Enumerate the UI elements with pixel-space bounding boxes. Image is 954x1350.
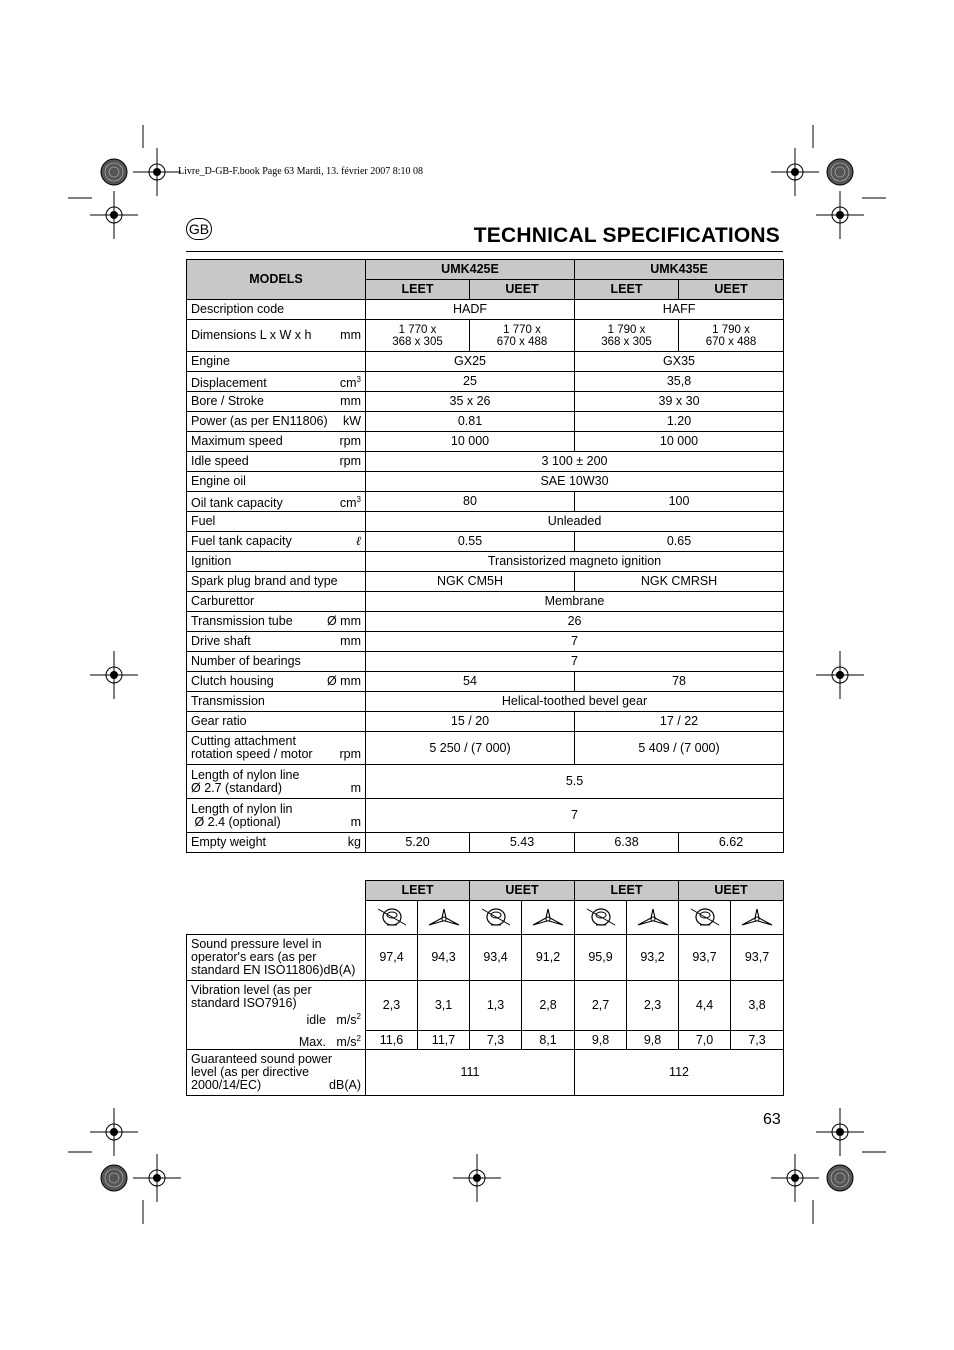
cell-value: 3,8: [731, 981, 784, 1031]
row-unit: mm: [340, 634, 361, 648]
blade-icon: [526, 905, 570, 931]
cell-value: 368 x 305: [392, 335, 443, 348]
table-row: [187, 512, 784, 532]
cell-value: 1.20: [575, 412, 784, 432]
cell-value: 95,9: [575, 935, 627, 981]
table-row: [187, 432, 784, 452]
row-label: Clutch housing: [191, 674, 274, 688]
cell-value: 7: [366, 652, 784, 672]
cell-value: 2,7: [575, 981, 627, 1031]
row-label: Spark plug brand and type: [187, 572, 366, 592]
row-unit: m/s: [336, 1035, 357, 1050]
cell-value: 11,7: [418, 1030, 470, 1050]
cell-value: 78: [575, 672, 784, 692]
trimmer-head-icon: [474, 905, 517, 931]
cell-value: 368 x 305: [601, 335, 652, 348]
sound-vibration-table: [186, 880, 784, 1096]
models-header: MODELS: [187, 260, 366, 300]
row-label: Power (as per EN11806): [191, 414, 328, 428]
cell-value: 93,2: [627, 935, 679, 981]
row-unit: m: [350, 814, 361, 829]
row-unit: rpm: [339, 434, 361, 448]
cell-value: 80: [366, 492, 575, 512]
table-row: [187, 1050, 784, 1096]
cell-value: Membrane: [366, 592, 784, 612]
unit-exponent: 2: [356, 1034, 361, 1044]
table-row: [187, 981, 784, 1031]
blade-icon: [422, 905, 465, 931]
cell-value: 1 790 x: [712, 323, 750, 336]
variant-header: LEET: [366, 881, 470, 901]
row-label: level (as per directive: [191, 1065, 310, 1080]
row-label: standard EN ISO11806)dB(A): [191, 963, 356, 977]
row-label: Dimensions L x W x h: [191, 328, 312, 342]
table-row: [187, 372, 784, 392]
cell-value: 5.20: [366, 833, 470, 853]
cell-value: 10 000: [366, 432, 575, 452]
cell-value: 5.43: [470, 833, 575, 853]
cell-value: 94,3: [418, 935, 470, 981]
cell-value: 100: [575, 492, 784, 512]
row-label: 2000/14/EC): [191, 1078, 262, 1093]
cell-value: 112: [575, 1050, 784, 1096]
cell-value: GX25: [366, 352, 575, 372]
cell-value: 670 x 488: [496, 335, 548, 348]
row-unit: Ø mm: [326, 674, 361, 688]
row-unit: m: [350, 780, 361, 795]
cell-value: 7,0: [679, 1030, 731, 1050]
table-row: [187, 672, 784, 692]
row-unit: rpm: [339, 747, 361, 761]
cell-value: 91,2: [522, 935, 575, 981]
variant-header: UEET: [679, 280, 784, 300]
row-unit: rpm: [339, 454, 361, 468]
table-row: [187, 632, 784, 652]
table-row: [187, 532, 784, 552]
trimmer-head-icon: [683, 905, 726, 931]
cell-value: 10 000: [575, 432, 784, 452]
row-label: Guaranteed sound power: [191, 1052, 333, 1067]
table-row: [187, 692, 784, 712]
page-number: 63: [763, 1111, 781, 1128]
table-row: [187, 652, 784, 672]
row-unit: Ø mm: [326, 614, 361, 628]
cell-value: 0.65: [575, 532, 784, 552]
cell-value: 97,4: [366, 935, 418, 981]
row-unit: ℓ: [355, 534, 361, 548]
table-row: [187, 320, 784, 352]
row-label: Bore / Stroke: [191, 394, 264, 408]
cell-value: 1 770 x: [503, 323, 541, 336]
cell-value: 9,8: [627, 1030, 679, 1050]
cell-value: HADF: [366, 300, 575, 320]
row-label: Max.: [298, 1035, 326, 1050]
row-label: Displacement: [191, 376, 267, 391]
cell-value: 8,1: [522, 1030, 575, 1050]
cell-value: 7: [366, 632, 784, 652]
cell-value: 0.81: [366, 412, 575, 432]
table-row: [187, 935, 784, 981]
row-unit: cm: [339, 376, 357, 391]
row-label: Length of nylon lin: [191, 801, 293, 816]
cell-value: 7: [366, 799, 784, 833]
row-label: Fuel tank capacity: [191, 534, 292, 548]
cell-value: 93,4: [470, 935, 522, 981]
cell-value: NGK CMRSH: [575, 572, 784, 592]
unit-exponent: 3: [356, 494, 361, 504]
table-row: [187, 592, 784, 612]
row-label: standard ISO7916): [191, 996, 297, 1010]
row-label: Maximum speed: [191, 434, 283, 448]
row-label: Idle speed: [191, 454, 249, 468]
cell-value: 111: [366, 1050, 575, 1096]
row-unit: mm: [340, 328, 361, 342]
row-label: Ø 2.7 (standard): [191, 780, 283, 795]
table-row: [187, 552, 784, 572]
variant-header: LEET: [575, 280, 679, 300]
cell-value: 11,6: [366, 1030, 418, 1050]
title-rule: [186, 251, 783, 252]
row-label: Ø 2.4 (optional): [191, 814, 281, 829]
cell-value: 5.5: [366, 765, 784, 799]
table-row: [187, 833, 784, 853]
cell-value: 17 / 22: [575, 712, 784, 732]
table-row: [187, 612, 784, 632]
table-row: [187, 572, 784, 592]
cell-value: 5 250 / (7 000): [366, 732, 575, 765]
table-row: [187, 732, 784, 765]
cell-value: 9,8: [575, 1030, 627, 1050]
model-header: UMK425E: [366, 260, 575, 280]
row-label: Gear ratio: [187, 712, 366, 732]
cell-value: SAE 10W30: [366, 472, 784, 492]
row-label: Cutting attachment: [191, 734, 296, 748]
row-label: Length of nylon line: [191, 767, 300, 782]
row-label: Transmission tube: [191, 614, 293, 628]
cell-value: 54: [366, 672, 575, 692]
row-label: Drive shaft: [191, 634, 251, 648]
cell-value: 3,1: [418, 981, 470, 1031]
cell-value: 6.38: [575, 833, 679, 853]
variant-header: UEET: [470, 881, 575, 901]
row-label: Sound pressure level in: [191, 937, 322, 951]
row-unit: dB(A): [329, 1078, 361, 1093]
language-badge: GB: [186, 218, 212, 240]
row-label: Transmission: [187, 692, 366, 712]
unit-exponent: 3: [356, 374, 361, 384]
cell-value: 2,3: [627, 981, 679, 1031]
cell-value: 0.55: [366, 532, 575, 552]
cell-value: 35 x 26: [366, 392, 575, 412]
unit-exponent: 2: [356, 1012, 361, 1021]
row-label: Engine: [187, 352, 366, 372]
row-label: operator's ears (as per: [191, 950, 317, 964]
row-label: Oil tank capacity: [191, 496, 283, 511]
table-row: [187, 452, 784, 472]
cell-value: Helical-toothed bevel gear: [366, 692, 784, 712]
table-row: [187, 412, 784, 432]
print-header-line: Livre_D-GB-F.book Page 63 Mardi, 13. février 2007 8:10 08: [178, 166, 423, 177]
cell-value: NGK CM5H: [366, 572, 575, 592]
table-row: [187, 352, 784, 372]
cell-value: 1,3: [470, 981, 522, 1031]
cell-value: 2,8: [522, 981, 575, 1031]
row-label: Description code: [187, 300, 366, 320]
cell-value: 15 / 20: [366, 712, 575, 732]
cell-value: 1 790 x: [607, 323, 646, 336]
row-unit: kW: [342, 414, 361, 428]
cell-value: 26: [366, 612, 784, 632]
cell-value: 3 100 ± 200: [366, 452, 784, 472]
cell-value: 93,7: [679, 935, 731, 981]
row-label: rotation speed / motor: [191, 747, 313, 761]
row-label: Number of bearings: [187, 652, 366, 672]
row-label: Engine oil: [187, 472, 366, 492]
table-row: [187, 472, 784, 492]
row-unit: cm: [339, 496, 357, 511]
trimmer-head-icon: [370, 905, 413, 931]
variant-header: LEET: [575, 881, 679, 901]
cell-value: 670 x 488: [705, 335, 757, 348]
table-row: [187, 765, 784, 799]
table-row: [187, 799, 784, 833]
variant-header: UEET: [470, 280, 575, 300]
cell-value: 7,3: [731, 1030, 784, 1050]
cell-value: 6.62: [679, 833, 784, 853]
row-label: Carburettor: [187, 592, 366, 612]
cell-value: Transistorized magneto ignition: [366, 552, 784, 572]
blade-icon: [735, 905, 779, 931]
cell-value: HAFF: [575, 300, 784, 320]
row-unit: kg: [347, 835, 361, 849]
cell-value: 2,3: [366, 981, 418, 1031]
row-label: Fuel: [187, 512, 366, 532]
cell-value: 35,8: [575, 372, 784, 392]
row-unit: m/s: [336, 1013, 357, 1028]
cell-value: 1 770 x: [398, 323, 437, 336]
cell-value: GX35: [575, 352, 784, 372]
cell-value: 39 x 30: [575, 392, 784, 412]
row-unit: mm: [340, 394, 361, 408]
blade-icon: [631, 905, 674, 931]
cell-value: 4,4: [679, 981, 731, 1031]
table-row: [187, 392, 784, 412]
row-label: Empty weight: [191, 835, 267, 849]
page-title: TECHNICAL SPECIFICATIONS: [473, 224, 780, 247]
cell-value: 93,7: [731, 935, 784, 981]
row-label: Vibration level (as per: [191, 983, 312, 997]
table-row: [187, 712, 784, 732]
table-row: [187, 300, 784, 320]
table-row: [187, 492, 784, 512]
variant-header: LEET: [366, 280, 470, 300]
cell-value: 5 409 / (7 000): [575, 732, 784, 765]
row-label: Ignition: [187, 552, 366, 572]
trimmer-head-icon: [579, 905, 622, 931]
cell-value: 25: [366, 372, 575, 392]
variant-header: UEET: [679, 881, 784, 901]
row-label: idle: [306, 1013, 326, 1028]
model-header: UMK435E: [575, 260, 784, 280]
spec-table: [186, 259, 784, 853]
cell-value: Unleaded: [366, 512, 784, 532]
cell-value: 7,3: [470, 1030, 522, 1050]
